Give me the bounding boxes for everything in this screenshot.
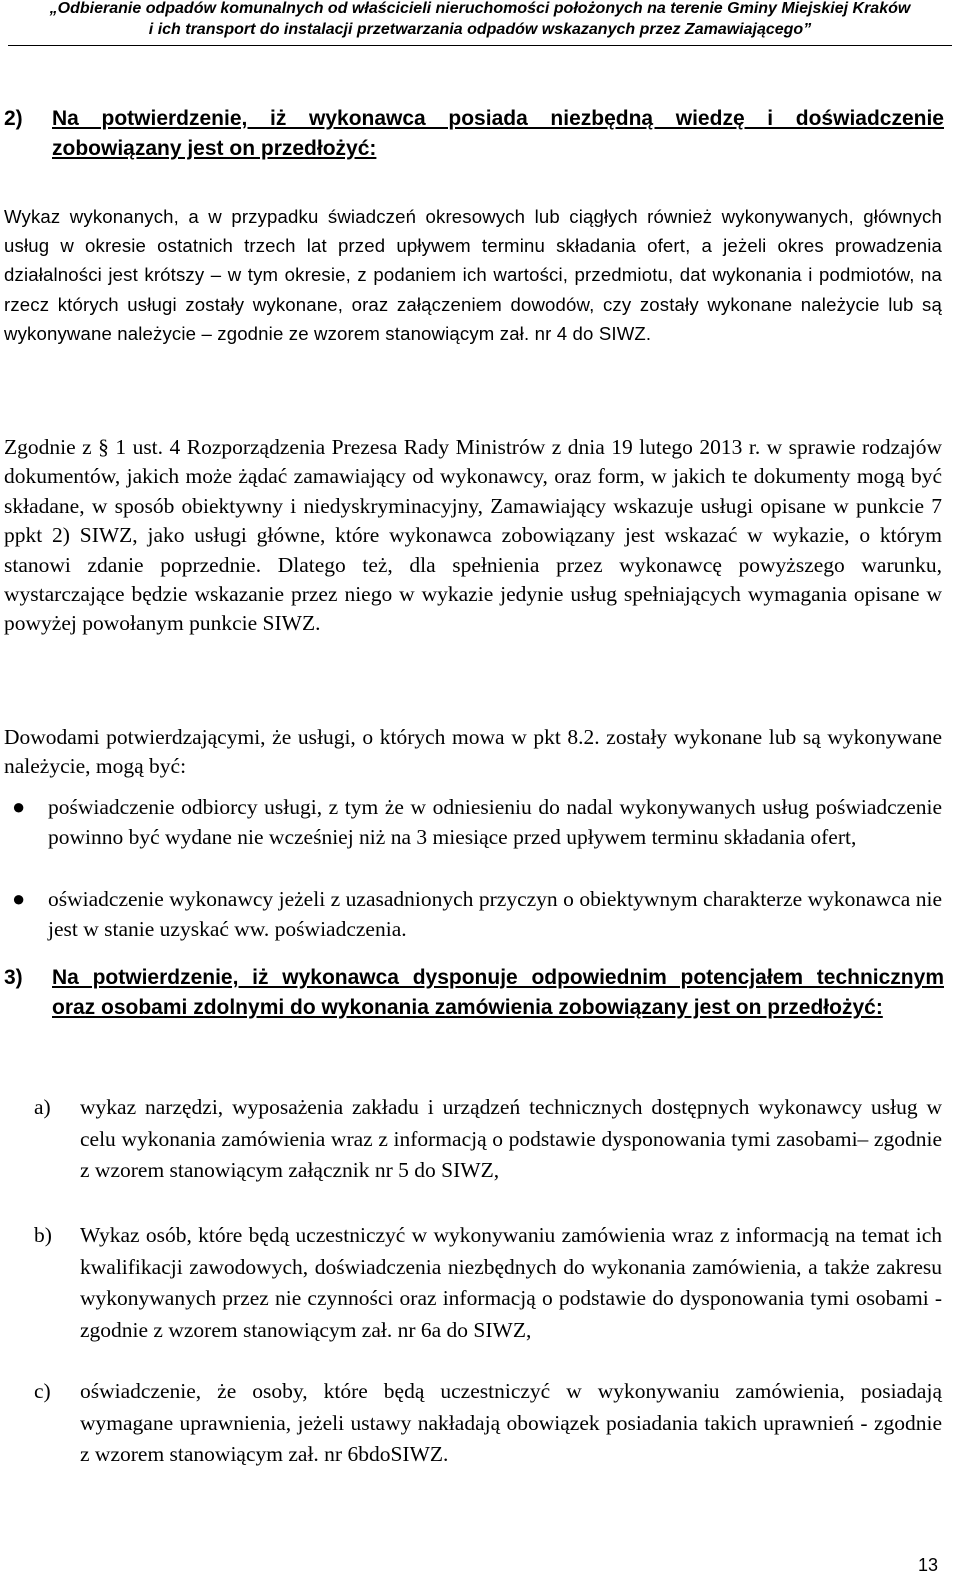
bullet-icon: ● (12, 886, 26, 911)
section-3-heading-line-2: oraz osobami zdolnymi do wykonania zamówienia zobowiązany jest on przedłożyć: (52, 996, 883, 1019)
item-label: a) (34, 1095, 51, 1119)
evidence-intro: Dowodami potwierdzającymi, że usługi, o których mowa w pkt 8.2. zostały wykonane lub są wykonywane należycie, mogą być: (4, 725, 942, 779)
evidence-bullet-2 (4, 884, 942, 944)
evidence-bullet-text: poświadczenie odbiorcy usługi, z tym że w odniesieniu do nadal wykonywanych usług poświadczenie powinno być wydane nie wcześniej niż na 3 miesiące przed upływem terminu składania ofert, (48, 795, 942, 849)
evidence-bullet-text: oświadczenie wykonawcy jeżeli z uzasadnionych przyczyn o obiektywnym charakterze wykonawca nie jest w stanie uzyskać ww. poświadczenia. (48, 887, 942, 941)
section-2-number: 2) (4, 107, 23, 130)
bullet-icon: ● (12, 794, 26, 819)
services-list-paragraph: Wykaz wykonanych, a w przypadku świadczeń okresowych lub ciągłych również wykonywanych, głównych usług w okresie ostatnich trzech lat przed upływem terminu składania ofert, a jeżeli okres prowadzenia działalności jest krótszy – w tym okresie, z podaniem ich wartości, przedmiotu, dat wykonania i podmiotów, na rzecz których usługi zostały wykonane, oraz załączeniem dowodów, czy zostały wykonane należycie lub są wykonywane należycie – zgodnie ze wzorem stanowiącym zał. nr 4 do SIWZ. (4, 206, 942, 344)
item-label: c) (34, 1379, 51, 1403)
evidence-bullet-1 (4, 792, 942, 852)
item-text: oświadczenie, że osoby, które będą uczestniczyć w wykonywaniu zamówienia, posiadają wymagane uprawnienia, jeżeli ustawy nakładają obowiązek posiadania takich uprawnień - zgodnie z wzorem stanowiącym zał. nr 6bdoSIWZ. (80, 1379, 942, 1466)
regulation-paragraph: Zgodnie z § 1 ust. 4 Rozporządzenia Prezesa Rady Ministrów z dnia 19 lutego 2013 r. w sprawie rodzajów dokumentów, jakich może żądać zamawiający od wykonawcy, oraz form, w jakich te dokumenty mogą być składane, w sposób obiektywny i niedyskryminacyjny, Zamawiający wskazuje usługi opisane w punkcie 7 ppkt 2) SIWZ, jako usługi główne, które wykonawca zobowiązany jest wskazać w wykazie, o którym stanowi zdanie poprzednie. Dlatego też, dla spełnienia przez wykonawcę powyższego warunku, wystarczające będzie wskazanie przez niego w wykazie jedynie usług spełniających wymagania opisane w powyżej powołanym punkcie SIWZ. (4, 435, 942, 636)
requirement-item-a (4, 1092, 942, 1187)
section-3-heading (4, 963, 944, 1023)
header-line-1: „Odbieranie odpadów komunalnych od właścicieli nieruchomości położonych na terenie Gminy Miejskiej Kraków (49, 0, 911, 17)
item-label: b) (34, 1223, 52, 1247)
item-text: Wykaz osób, które będą uczestniczyć w wykonywaniu zamówienia wraz z informacją na temat ich kwalifikacji zawodowych, doświadczenia niezbędnych do wykonania zamówienia, a także zakresu wykonywanych przez nie czynności oraz informacją o podstawie do dysponowania tymi osobami - zgodnie z wzorem stanowiącym zał. nr 6a do SIWZ, (80, 1223, 942, 1342)
section-2-heading-line-1: Na potwierdzenie, iż wykonawca posiada niezbędną wiedzę i doświadczenie (52, 107, 944, 130)
section-2-heading (4, 104, 944, 164)
section-3-heading-line-1: Na potwierdzenie, iż wykonawca dysponuje odpowiednim potencjałem technicznym (52, 966, 944, 989)
header-line-2: i ich transport do instalacji przetwarzania odpadów wskazanych przez Zamawiającego” (148, 21, 812, 38)
page-number: 13 (917, 1555, 938, 1575)
header-rule (8, 45, 952, 46)
requirement-item-c (4, 1376, 942, 1471)
section-3-number: 3) (4, 966, 23, 989)
item-text: wykaz narzędzi, wyposażenia zakładu i urządzeń technicznych dostępnych wykonawcy usług w celu wykonania zamówienia wraz z informacją o podstawie dysponowania tymi zasobami– zgodnie z wzorem stanowiącym załącznik nr 5 do SIWZ, (80, 1095, 942, 1182)
section-2-heading-line-2: zobowiązany jest on przedłożyć: (52, 137, 377, 160)
requirement-item-b (4, 1220, 942, 1346)
